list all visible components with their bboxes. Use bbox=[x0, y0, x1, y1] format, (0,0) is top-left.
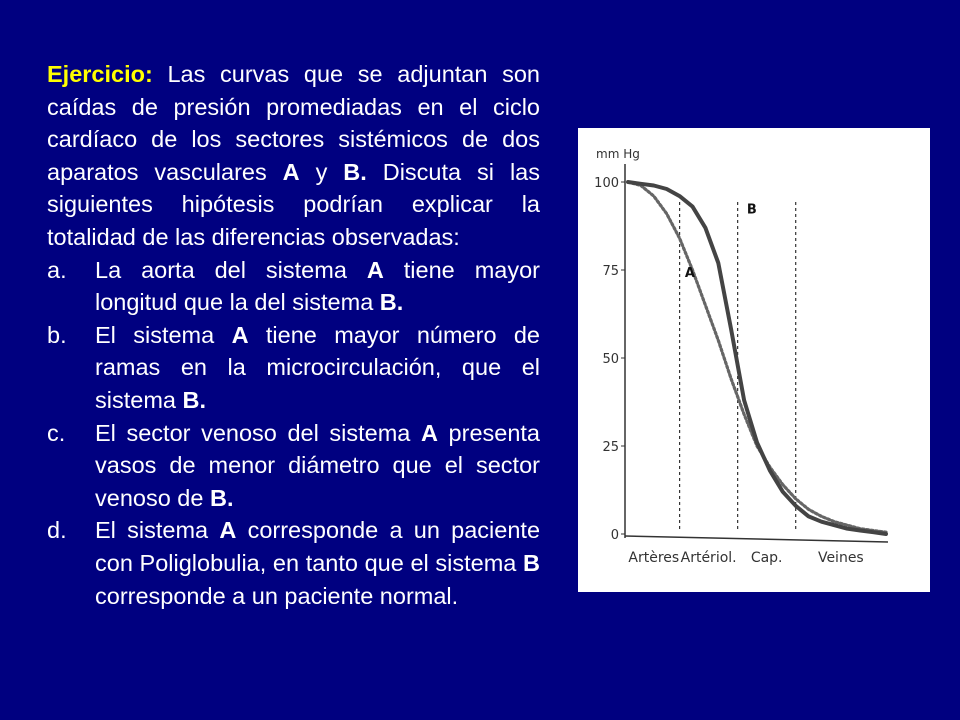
intro-system-a: A bbox=[282, 158, 300, 185]
pressure-chart-svg bbox=[578, 128, 930, 592]
hypothesis-letter: a. bbox=[47, 256, 67, 283]
hypothesis-b bbox=[47, 319, 540, 417]
series-a-label: A bbox=[684, 266, 695, 282]
hypothesis-text: El sistema bbox=[95, 321, 232, 348]
hypothesis-c bbox=[47, 417, 540, 515]
intro-text-2: y bbox=[299, 158, 344, 185]
x-section-label: Artériol. bbox=[680, 550, 737, 566]
hypothesis-bold: B. bbox=[182, 386, 206, 413]
y-tick-label: 25 bbox=[602, 440, 619, 455]
hypothesis-text: corresponde a un paciente con Poliglobulia, en tanto que el sistema bbox=[95, 517, 541, 576]
hypothesis-bold: A bbox=[231, 321, 249, 348]
y-tick-label: 50 bbox=[602, 352, 619, 367]
y-tick-label: 100 bbox=[594, 176, 619, 191]
hypothesis-text: tiene mayor longitud que la del sistema bbox=[95, 256, 540, 316]
hypothesis-text: El sistema bbox=[95, 517, 220, 544]
y-tick-label: 75 bbox=[602, 264, 619, 279]
y-tick-label: 0 bbox=[610, 528, 619, 543]
hypothesis-bold: A bbox=[366, 256, 384, 283]
hypothesis-letter: d. bbox=[47, 517, 67, 544]
series-a-line bbox=[628, 182, 886, 532]
series-b-line bbox=[628, 182, 886, 534]
hypothesis-text: presenta vasos de menor diámetro que el sector venoso de bbox=[95, 419, 540, 511]
hypothesis-text: tiene mayor número de ramas en la microcirculación, que el sistema bbox=[95, 321, 541, 413]
hypothesis-text: La aorta del sistema bbox=[95, 256, 367, 283]
hypothesis-bold: B. bbox=[379, 289, 404, 316]
hypothesis-bold: B. bbox=[209, 484, 234, 511]
intro-text-1: Las curvas que se adjuntan son caídas de presión promediadas en el ciclo cardíaco de los sectores sistémicos de dos aparatos vasculares bbox=[47, 61, 540, 185]
hypothesis-a bbox=[47, 254, 540, 319]
y-axis-label: mm Hg bbox=[596, 147, 640, 161]
intro-system-b: B. bbox=[343, 158, 367, 185]
x-section-label: Artères bbox=[628, 550, 680, 566]
intro-text-3: Discuta si las siguientes hipótesis podrían explicar la totalidad de las diferencias observadas: bbox=[47, 158, 540, 250]
hypothesis-d bbox=[47, 514, 540, 612]
hypothesis-text: El sector venoso del sistema bbox=[95, 419, 421, 446]
hypothesis-bold: B bbox=[523, 549, 540, 576]
x-axis-line bbox=[625, 536, 888, 542]
hypothesis-letter: c. bbox=[47, 419, 66, 446]
hypothesis-list bbox=[47, 254, 540, 613]
x-section-label: Veines bbox=[817, 550, 864, 566]
hypothesis-bold: A bbox=[219, 517, 237, 544]
x-section-label: Cap. bbox=[750, 550, 783, 566]
exercise-text bbox=[47, 58, 540, 612]
hypothesis-bold: A bbox=[420, 419, 438, 446]
series-b-label: B bbox=[746, 202, 757, 218]
hypothesis-text: corresponde a un paciente normal. bbox=[95, 582, 459, 609]
exercise-lead: Ejercicio: bbox=[47, 61, 153, 87]
exercise-intro bbox=[47, 58, 540, 254]
pressure-chart bbox=[578, 128, 930, 592]
hypothesis-letter: b. bbox=[47, 321, 67, 348]
